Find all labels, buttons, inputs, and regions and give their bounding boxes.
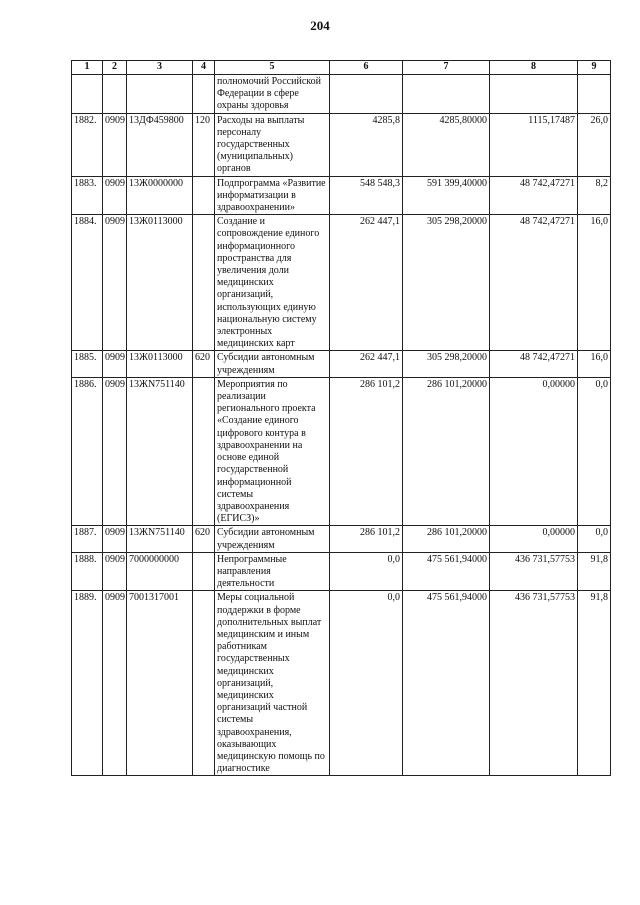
- item-name: Мероприятия по реализации регионального проекта «Создание единого цифрового контура в здравоохранении на основе единой государственной информационной системы здравоохранения (ЕГИСЗ)»: [215, 377, 330, 525]
- item-name: полномочий Российской Федерации в сфере охраны здоровья: [215, 75, 330, 114]
- value-col-8: 436 731,57753: [490, 591, 578, 776]
- section-code: 0909: [103, 176, 127, 215]
- item-name: Меры социальной поддержки в форме дополнительных выплат медицинским и иным работникам государственных медицинских организаций, медицинских организаций частной системы здравоохранения, оказывающих медицинскую помощь по диагностике: [215, 591, 330, 776]
- table-body: [72, 75, 611, 776]
- value-col-7: 286 101,20000: [403, 377, 490, 525]
- value-col-6: 548 548,3: [330, 176, 403, 215]
- value-col-8: 48 742,47271: [490, 351, 578, 377]
- value-col-8: 1115,17487: [490, 113, 578, 176]
- target-code: 13ЖN751140: [127, 526, 193, 552]
- value-col-9: 16,0: [578, 215, 611, 351]
- col-header-4: 4: [193, 61, 215, 75]
- row-number: 1888.: [72, 552, 103, 591]
- row-number: 1886.: [72, 377, 103, 525]
- col-header-1: 1: [72, 61, 103, 75]
- col-header-6: 6: [330, 61, 403, 75]
- expense-kind: 120: [193, 113, 215, 176]
- section-code: 0909: [103, 351, 127, 377]
- target-code: 13Ж0000000: [127, 176, 193, 215]
- expense-kind: 620: [193, 526, 215, 552]
- value-col-9: 0,0: [578, 526, 611, 552]
- section-code: 0909: [103, 591, 127, 776]
- expense-kind: [193, 591, 215, 776]
- value-col-9: 8,2: [578, 176, 611, 215]
- value-col-8: [490, 75, 578, 114]
- col-header-2: 2: [103, 61, 127, 75]
- value-col-8: 436 731,57753: [490, 552, 578, 591]
- target-code: 13Ж0113000: [127, 351, 193, 377]
- header-row: [72, 61, 611, 75]
- table-row: [72, 526, 611, 552]
- expense-kind: [193, 176, 215, 215]
- value-col-7: 286 101,20000: [403, 526, 490, 552]
- value-col-9: 91,8: [578, 591, 611, 776]
- row-number: [72, 75, 103, 114]
- target-code: 7000000000: [127, 552, 193, 591]
- value-col-8: 0,00000: [490, 526, 578, 552]
- target-code: 13ДФ459800: [127, 113, 193, 176]
- value-col-6: 262 447,1: [330, 215, 403, 351]
- value-col-6: 262 447,1: [330, 351, 403, 377]
- section-code: 0909: [103, 215, 127, 351]
- value-col-9: 26,0: [578, 113, 611, 176]
- value-col-9: 91,8: [578, 552, 611, 591]
- col-header-3: 3: [127, 61, 193, 75]
- value-col-6: [330, 75, 403, 114]
- value-col-6: 286 101,2: [330, 377, 403, 525]
- value-col-6: 0,0: [330, 552, 403, 591]
- expense-kind: [193, 215, 215, 351]
- table-row: [72, 552, 611, 591]
- expense-kind: [193, 75, 215, 114]
- value-col-7: 305 298,20000: [403, 215, 490, 351]
- value-col-7: 4285,80000: [403, 113, 490, 176]
- row-number: 1884.: [72, 215, 103, 351]
- value-col-8: 48 742,47271: [490, 215, 578, 351]
- target-code: 13ЖN751140: [127, 377, 193, 525]
- table-row: [72, 113, 611, 176]
- value-col-8: 48 742,47271: [490, 176, 578, 215]
- section-code: [103, 75, 127, 114]
- col-header-8: 8: [490, 61, 578, 75]
- budget-table: [71, 60, 611, 776]
- value-col-7: 591 399,40000: [403, 176, 490, 215]
- table-row: [72, 351, 611, 377]
- row-number: 1887.: [72, 526, 103, 552]
- value-col-7: [403, 75, 490, 114]
- value-col-6: 0,0: [330, 591, 403, 776]
- value-col-7: 475 561,94000: [403, 552, 490, 591]
- section-code: 0909: [103, 377, 127, 525]
- item-name: Субсидии автономным учреждениям: [215, 351, 330, 377]
- item-name: Расходы на выплаты персоналу государственных (муниципальных) органов: [215, 113, 330, 176]
- row-number: 1885.: [72, 351, 103, 377]
- table-row: [72, 215, 611, 351]
- section-code: 0909: [103, 113, 127, 176]
- expense-kind: [193, 552, 215, 591]
- target-code: 13Ж0113000: [127, 215, 193, 351]
- item-name: Непрограммные направления деятельности: [215, 552, 330, 591]
- row-number: 1882.: [72, 113, 103, 176]
- value-col-9: [578, 75, 611, 114]
- col-header-9: 9: [578, 61, 611, 75]
- expense-kind: [193, 377, 215, 525]
- target-code: [127, 75, 193, 114]
- expense-kind: 620: [193, 351, 215, 377]
- value-col-9: 0,0: [578, 377, 611, 525]
- table-row: [72, 377, 611, 525]
- table-row: [72, 75, 611, 114]
- row-number: 1883.: [72, 176, 103, 215]
- item-name: Создание и сопровождение единого информационного пространства для увеличения доли медицинских организаций, использующих единую национальную систему электронных медицинских карт: [215, 215, 330, 351]
- value-col-9: 16,0: [578, 351, 611, 377]
- section-code: 0909: [103, 526, 127, 552]
- table-row: [72, 176, 611, 215]
- item-name: Подпрограмма «Развитие информатизации в здравоохранении»: [215, 176, 330, 215]
- table-row: [72, 591, 611, 776]
- value-col-7: 475 561,94000: [403, 591, 490, 776]
- value-col-8: 0,00000: [490, 377, 578, 525]
- item-name: Субсидии автономным учреждениям: [215, 526, 330, 552]
- col-header-7: 7: [403, 61, 490, 75]
- section-code: 0909: [103, 552, 127, 591]
- value-col-6: 286 101,2: [330, 526, 403, 552]
- value-col-7: 305 298,20000: [403, 351, 490, 377]
- col-header-5: 5: [215, 61, 330, 75]
- row-number: 1889.: [72, 591, 103, 776]
- page-number: 204: [310, 18, 330, 33]
- value-col-6: 4285,8: [330, 113, 403, 176]
- target-code: 7001317001: [127, 591, 193, 776]
